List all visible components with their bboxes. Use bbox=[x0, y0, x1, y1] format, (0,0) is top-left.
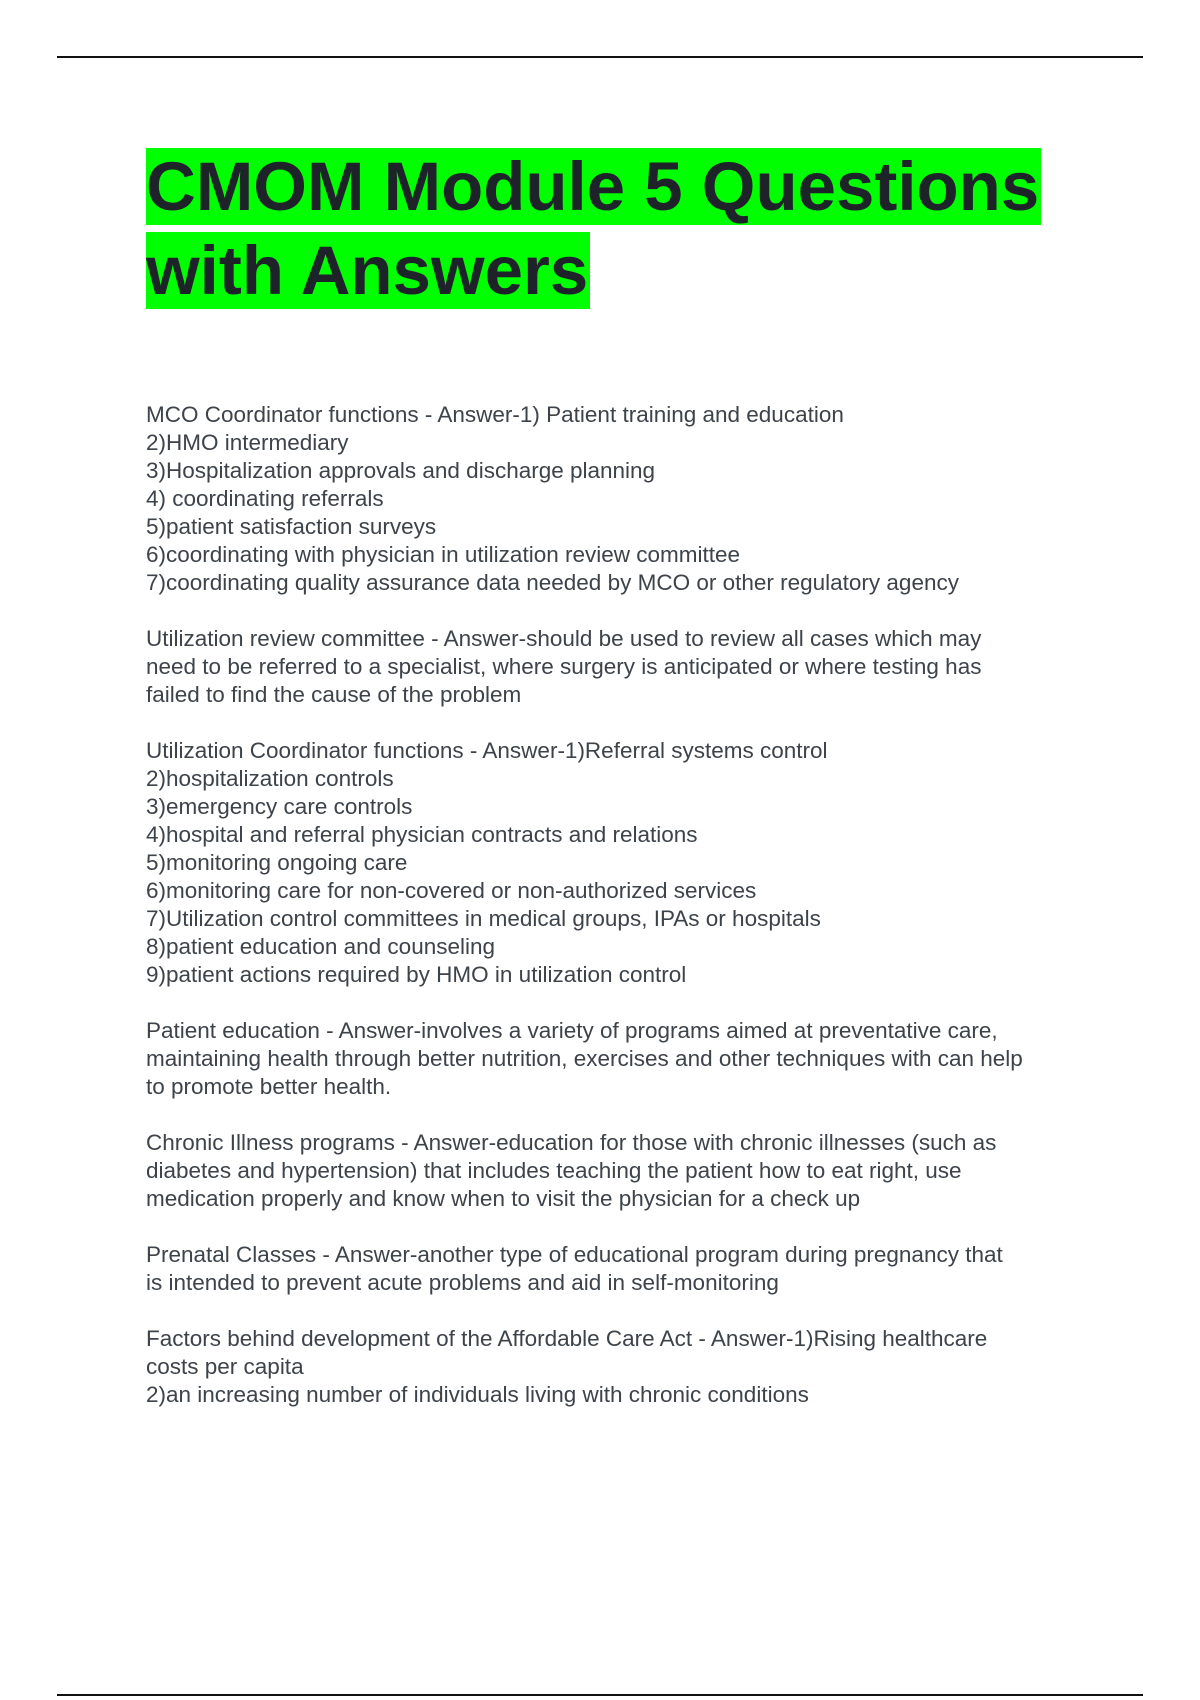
qa-entry-line: medication properly and know when to visit the physician for a check up bbox=[146, 1186, 861, 1211]
qa-entry-line: 5)patient satisfaction surveys bbox=[146, 514, 437, 539]
qa-entry-heading-line: Utilization Coordinator functions - Answer-1)Referral systems control bbox=[146, 738, 828, 763]
qa-entry-heading-line: Prenatal Classes - Answer-another type of educational program during pregnancy that bbox=[146, 1242, 1003, 1267]
qa-entry-line: 9)patient actions required by HMO in utilization control bbox=[146, 962, 687, 987]
qa-entry bbox=[146, 1325, 1096, 1409]
qa-entry-line: 2)an increasing number of individuals living with chronic conditions bbox=[146, 1382, 809, 1407]
qa-entry-line: 6)monitoring care for non-covered or non-authorized services bbox=[146, 878, 757, 903]
qa-entry-heading-line: Patient education - Answer-involves a variety of programs aimed at preventative care, bbox=[146, 1018, 998, 1043]
qa-entry-line: 7)coordinating quality assurance data needed by MCO or other regulatory agency bbox=[146, 570, 959, 595]
qa-entry bbox=[146, 401, 1096, 597]
bottom-rule bbox=[57, 1694, 1143, 1696]
qa-entry-heading-line: MCO Coordinator functions - Answer-1) Patient training and education bbox=[146, 402, 844, 427]
qa-entry bbox=[146, 625, 1096, 709]
title-highlight-2: with Answers bbox=[146, 232, 589, 309]
top-rule bbox=[57, 56, 1143, 58]
qa-entry-line: diabetes and hypertension) that includes teaching the patient how to eat right, use bbox=[146, 1158, 962, 1183]
qa-entry-heading-line: Utilization review committee - Answer-should be used to review all cases which may bbox=[146, 626, 982, 651]
title-line-2 bbox=[146, 229, 1092, 313]
qa-entry-line: 3)Hospitalization approvals and discharge planning bbox=[146, 458, 656, 483]
qa-entry-heading-line: Chronic Illness programs - Answer-education for those with chronic illnesses (such as bbox=[146, 1130, 997, 1155]
qa-entry-line: is intended to prevent acute problems and aid in self-monitoring bbox=[146, 1270, 779, 1295]
qa-entry-line: 2)HMO intermediary bbox=[146, 430, 349, 455]
qa-entry-line: 3)emergency care controls bbox=[146, 794, 413, 819]
title-highlight-1: CMOM Module 5 Questions bbox=[146, 148, 1040, 225]
qa-entry-line: failed to find the cause of the problem bbox=[146, 682, 522, 707]
document-title bbox=[146, 145, 1092, 313]
qa-entry-line: maintaining health through better nutrition, exercises and other techniques with can help bbox=[146, 1046, 1023, 1071]
title-line-1 bbox=[146, 145, 1092, 229]
qa-entry bbox=[146, 1241, 1096, 1297]
qa-entry-line: 2)hospitalization controls bbox=[146, 766, 394, 791]
qa-entry-heading-line: Factors behind development of the Affordable Care Act - Answer-1)Rising healthcare bbox=[146, 1326, 988, 1351]
qa-entry-line: 5)monitoring ongoing care bbox=[146, 850, 408, 875]
qa-entry bbox=[146, 1017, 1096, 1101]
qa-entry-line: need to be referred to a specialist, where surgery is anticipated or where testing has bbox=[146, 654, 982, 679]
qa-entry-line: 4)hospital and referral physician contracts and relations bbox=[146, 822, 698, 847]
qa-entry-line: 6)coordinating with physician in utilization review committee bbox=[146, 542, 741, 567]
qa-list bbox=[146, 401, 1096, 1437]
qa-entry bbox=[146, 1129, 1096, 1213]
qa-entry bbox=[146, 737, 1096, 989]
qa-entry-line: 8)patient education and counseling bbox=[146, 934, 496, 959]
qa-entry-line: 4) coordinating referrals bbox=[146, 486, 384, 511]
qa-entry-line: to promote better health. bbox=[146, 1074, 392, 1099]
qa-entry-line: 7)Utilization control committees in medical groups, IPAs or hospitals bbox=[146, 906, 821, 931]
qa-entry-line: costs per capita bbox=[146, 1354, 304, 1379]
